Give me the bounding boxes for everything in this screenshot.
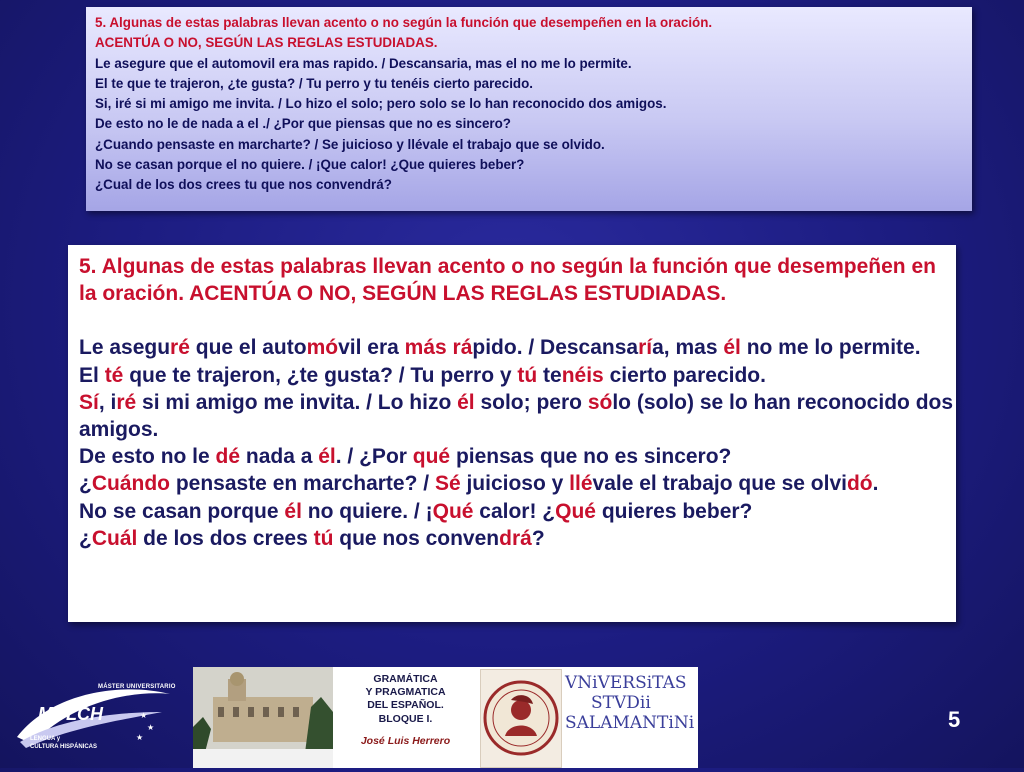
accented-fragment: él xyxy=(457,390,475,414)
course-title xyxy=(333,667,478,768)
text-fragment: ¿ xyxy=(79,526,92,550)
accented-fragment: Sé xyxy=(434,472,461,496)
accented-fragment: Cuál xyxy=(91,526,138,550)
mulch-subtitle-1: LENGUA y xyxy=(30,736,61,742)
text-fragment: Le asegu xyxy=(79,336,171,360)
text-fragment: nada a xyxy=(240,445,319,469)
spacer xyxy=(79,307,956,334)
text-fragment: que el auto xyxy=(189,336,307,360)
text-fragment: El xyxy=(79,363,105,387)
accented-fragment: Cuándo xyxy=(91,472,170,496)
accented-fragment: Qué xyxy=(432,499,474,523)
course-line-3: DEL ESPAÑOL. xyxy=(367,699,444,712)
summary-line: ¿Cuando pensaste en marcharte? / Se juicioso y llévale el trabajo que se olvido. xyxy=(95,136,605,152)
accented-fragment: rí xyxy=(638,336,653,360)
summary-line: Si, iré si mi amigo me invita. / Lo hizo el solo; pero solo se lo han reconocido dos amigos. xyxy=(95,96,667,112)
accented-fragment: él xyxy=(723,336,741,360)
mulch-logo xyxy=(8,668,188,764)
summary-line: No se casan porque el no quiere. / ¡Que calor! ¿Que quieres beber? xyxy=(95,157,525,173)
text-fragment: calor! ¿ xyxy=(473,499,556,523)
university-line-2: STVDii xyxy=(591,693,651,713)
text-fragment: No se casan porque xyxy=(79,499,285,523)
course-line-1: GRAMÁTICA xyxy=(373,673,438,685)
mulch-subtitle-2: CULTURA HISPÁNICAS xyxy=(30,744,97,750)
answer-line xyxy=(79,362,956,389)
answer-line xyxy=(79,498,956,525)
text-fragment: . / ¿Por xyxy=(335,445,413,469)
text-fragment: vil era xyxy=(338,336,405,360)
text-fragment: solo; pero xyxy=(474,390,588,414)
accented-fragment: llé xyxy=(569,472,593,496)
university-line-1: VNiVERSiTAS xyxy=(565,673,687,693)
accented-fragment: néis xyxy=(561,363,604,387)
text-fragment: pido. / Descansa xyxy=(472,336,639,360)
accented-fragment: mó xyxy=(306,336,339,360)
accented-fragment: ré xyxy=(170,336,190,360)
university-building-photo xyxy=(193,667,333,768)
text-fragment: no quiere. / ¡ xyxy=(301,499,433,523)
footer-strip xyxy=(193,667,698,768)
accented-fragment: só xyxy=(587,390,613,414)
text-fragment: lo (solo) se lo han reconocido dos amigos. xyxy=(79,390,954,442)
text-fragment: te xyxy=(537,363,562,387)
exercise-answer-box xyxy=(68,245,956,622)
university-line-3: SALAMANTiNi xyxy=(565,713,695,733)
mulch-wordmark: MULCH xyxy=(38,704,103,724)
answer-line xyxy=(79,443,956,470)
text-fragment: vale el trabajo que se olvi xyxy=(592,472,847,496)
text-fragment: . xyxy=(872,472,879,496)
text-fragment: ? xyxy=(531,526,545,550)
summary-line: ACENTÚA O NO, SEGÚN LAS REGLAS ESTUDIADAS. xyxy=(95,35,438,51)
university-seal-icon xyxy=(480,669,562,768)
summary-line: 5. Algunas de estas palabras llevan acento o no según la función que desempeñen en la oración. xyxy=(95,15,713,30)
text-fragment: cierto parecido. xyxy=(603,363,766,387)
svg-text:★: ★ xyxy=(140,711,148,720)
accented-fragment: más rá xyxy=(404,336,473,360)
text-fragment: de los dos crees xyxy=(137,526,314,550)
text-fragment: piensas que no es sincero? xyxy=(450,445,732,469)
text-fragment: pensaste en marcharte? / xyxy=(169,472,435,496)
exercise-heading: 5. Algunas de estas palabras llevan acento o no según la función que desempeñen en la oración. ACENTÚA O NO, SEGÚN LAS REGLAS ESTUDIADAS. xyxy=(79,255,936,306)
course-author: José Luis Herrero xyxy=(360,734,451,747)
course-line-4: BLOQUE I. xyxy=(378,712,433,725)
answer-line xyxy=(79,470,956,497)
text-fragment: que nos conven xyxy=(333,526,500,550)
text-fragment: si mi amigo me invita. / Lo hizo xyxy=(136,390,458,414)
accented-fragment: tú xyxy=(313,526,334,550)
accented-fragment: té xyxy=(104,363,124,387)
summary-line: ¿Cual de los dos crees tu que nos convendrá? xyxy=(95,177,392,193)
text-fragment: no me lo permite. xyxy=(740,336,921,360)
course-line-2: Y PRAGMATICA xyxy=(365,686,446,699)
text-fragment: que te trajeron, ¿te gusta? / Tu perro y xyxy=(123,363,518,387)
accented-fragment: ré xyxy=(116,390,137,414)
university-name xyxy=(565,673,695,763)
text-fragment: De esto no le xyxy=(79,445,216,469)
accented-fragment: dó xyxy=(846,472,873,496)
svg-text:★: ★ xyxy=(136,733,144,742)
summary-line: El te que te trajeron, ¿te gusta? / Tu perro y tu tenéis cierto parecido. xyxy=(95,75,534,91)
mulch-top-label: MÁSTER UNIVERSITARIO xyxy=(98,684,176,690)
text-fragment: a, mas xyxy=(652,336,724,360)
answer-lines xyxy=(79,334,956,552)
accented-fragment: Sí xyxy=(79,390,99,414)
accented-fragment: tú xyxy=(517,363,538,387)
answer-line xyxy=(79,334,956,361)
answer-line xyxy=(79,389,956,443)
text-fragment: ¿ xyxy=(79,472,92,496)
text-fragment: juicioso y xyxy=(460,472,570,496)
summary-line: Le asegure que el automovil era mas rapido. / Descansaria, mas el no me lo permite. xyxy=(95,55,632,71)
summary-line: De esto no le de nada a el ./ ¿Por que piensas que no es sincero? xyxy=(95,116,511,132)
accented-fragment: él xyxy=(284,499,302,523)
accented-fragment: drá xyxy=(499,526,532,550)
text-fragment: quieres beber? xyxy=(595,499,753,523)
page-number: 5 xyxy=(948,707,961,732)
accented-fragment: qué xyxy=(412,445,451,469)
accented-fragment: él xyxy=(318,445,336,469)
accented-fragment: dé xyxy=(215,445,241,469)
exercise-summary-box xyxy=(86,7,972,211)
text-fragment: , i xyxy=(98,390,117,414)
answer-line xyxy=(79,525,956,552)
accented-fragment: Qué xyxy=(555,499,596,523)
svg-text:★: ★ xyxy=(147,723,155,732)
